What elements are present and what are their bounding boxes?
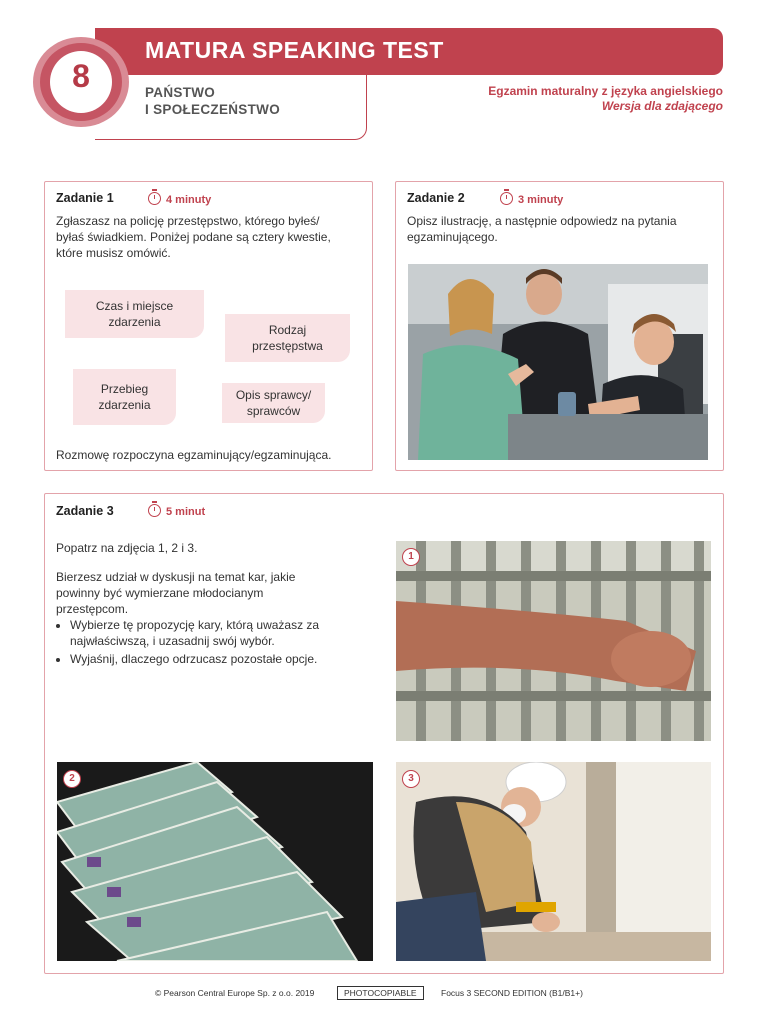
task1-closing: Rozmowę rozpoczyna egzaminujący/egzaminująca. [56, 448, 332, 462]
photo-number-1: 1 [402, 548, 420, 566]
task2-time: 3 minuty [518, 194, 564, 206]
task3-label: Zadanie 3 [56, 504, 114, 518]
task3-bullets [56, 617, 356, 667]
task1-time: 4 minuty [166, 194, 212, 206]
topic-box-perpetrator [222, 383, 325, 423]
stopwatch-icon [148, 192, 161, 205]
task2-label: Zadanie 2 [407, 191, 465, 205]
photo-number-3: 3 [402, 770, 420, 788]
bullet-line: • Wybierze tę propozycję kary, którą uważasz za [70, 618, 320, 632]
task2-intro-line1: Opisz ilustrację, a następnie odpowiedz na pytania [407, 214, 677, 228]
page-title: MATURA SPEAKING TEST [145, 37, 444, 63]
task2-intro-line2: egzaminującego. [407, 230, 498, 244]
task3-discussion-line1: Bierzesz udział w dyskusji na temat kar, jakie [56, 570, 296, 584]
task3-discussion-line3: przestępcom. [56, 602, 129, 616]
bullet-line: • Wyjaśnij, dlaczego odrzucasz pozostałe opcje. [70, 652, 318, 666]
banknotes-illustration [57, 762, 373, 961]
topic-line: przestępstwa [252, 339, 323, 353]
topic-line: zdarzenia [108, 315, 161, 329]
exam-version: Wersja dla zdającego [601, 99, 723, 113]
photo-number-2: 2 [63, 770, 81, 788]
stopwatch-icon [148, 504, 161, 517]
bullet-line: najwłaściwszą, i uzasadnij swój wybór. [70, 634, 275, 648]
exam-title: Egzamin maturalny z języka angielskiego [488, 84, 723, 98]
footer-copyright: © Pearson Central Europe Sp. z o.o. 2019 [155, 988, 315, 998]
topic-box-course [73, 369, 176, 425]
footer-edition: Focus 3 SECOND EDITION (B1/B1+) [441, 988, 583, 998]
topic-line: Rodzaj [268, 323, 307, 337]
prison-bars-illustration [396, 541, 711, 741]
prison-bars-hands-photo [396, 541, 711, 741]
topic-line: zdarzenia [98, 398, 151, 412]
task3-discussion-line2: powinny być wymierzane młodocianym [56, 586, 264, 600]
task3-discussion [56, 569, 356, 669]
topic-box-crime-type [225, 314, 350, 362]
unit-topic-line1: PAŃSTWO [145, 85, 216, 100]
photocopiable-badge: PHOTOCOPIABLE [337, 986, 424, 1000]
task1-intro [56, 213, 356, 261]
task3-look: Popatrz na zdjęcia 1, 2 i 3. [56, 541, 198, 555]
unit-number: 8 [72, 58, 90, 94]
police-interview-photo [408, 264, 708, 460]
task1-timer [148, 192, 211, 206]
topic-box-time-place [65, 290, 204, 338]
police-interview-illustration [408, 264, 708, 460]
topic-line: Czas i miejsce [95, 299, 174, 313]
task2-timer [500, 192, 563, 206]
topic-line: Opis sprawcy/ [235, 388, 312, 402]
banknotes-fan-photo [57, 762, 373, 961]
topic-line: sprawców [246, 404, 301, 418]
task3-timer [148, 504, 205, 518]
list-item [70, 651, 356, 667]
task1-intro-line2: byłaś świadkiem. Poniżej podane są cztery kwestie, [56, 230, 331, 244]
task1-intro-line3: które musisz omówić. [56, 246, 171, 260]
task1-intro-line1: Zgłaszasz na policję przestępstwo, którego byłeś/ [56, 214, 320, 228]
list-item [70, 617, 356, 649]
stopwatch-icon [500, 192, 513, 205]
task3-time: 5 minut [166, 506, 206, 518]
unit-topic [145, 84, 280, 118]
task1-label: Zadanie 1 [56, 191, 114, 205]
construction-worker-photo [396, 762, 711, 961]
task2-intro [407, 213, 712, 245]
topic-line: Przebieg [100, 382, 149, 396]
unit-topic-line2: I SPOŁECZEŃSTWO [145, 102, 281, 117]
construction-worker-illustration [396, 762, 711, 961]
